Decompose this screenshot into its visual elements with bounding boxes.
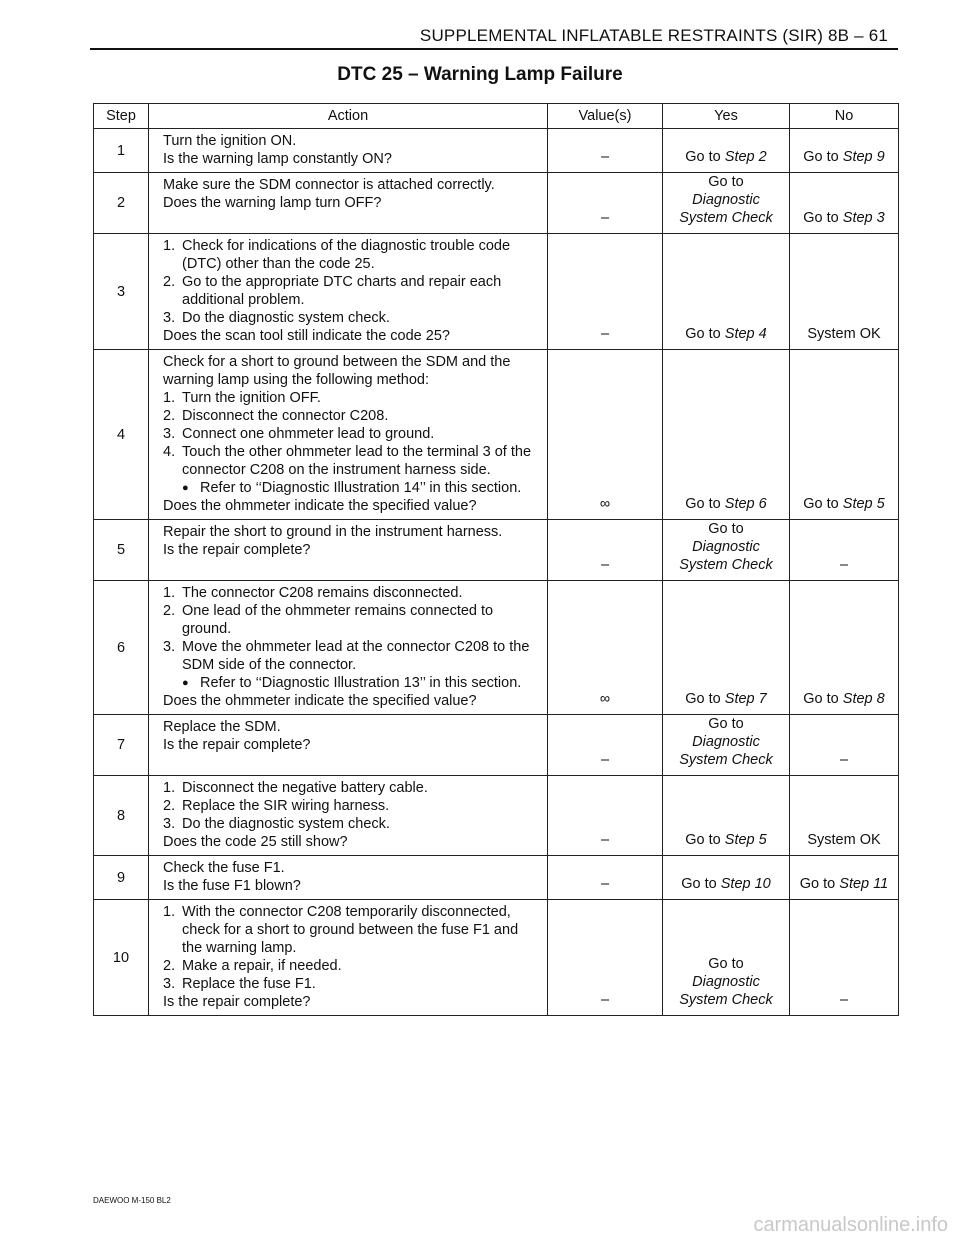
yes-result (663, 776, 790, 856)
value-cell: – (548, 715, 663, 776)
result-prefix: Go to (708, 956, 744, 972)
numbered-item (163, 638, 541, 674)
numbered-item (163, 975, 541, 993)
result-target: Diagnostic (692, 192, 760, 208)
step-number: 10 (94, 900, 149, 1016)
result-target: Step 5 (842, 496, 885, 512)
action-cell (149, 129, 548, 173)
table-row (94, 173, 899, 234)
step-number: 4 (94, 350, 149, 520)
item-number: 1. (163, 780, 176, 796)
table-row (94, 129, 899, 173)
yes-result (663, 350, 790, 520)
numbered-item (163, 425, 541, 443)
item-number: 1. (163, 904, 176, 920)
numbered-item (163, 443, 541, 479)
table-header-row (94, 104, 899, 129)
item-text: One lead of the ohmmeter remains connected to ground. (182, 603, 494, 637)
step-number: 9 (94, 856, 149, 900)
numbered-item (163, 815, 541, 833)
footer-doc-code: DAEWOO M-150 BL2 (93, 1196, 171, 1205)
no-result (790, 173, 899, 234)
no-result (790, 856, 899, 900)
item-text: The connector C208 remains disconnected. (182, 585, 463, 601)
result-target: Step 7 (724, 691, 767, 707)
item-text: Disconnect the negative battery cable. (182, 780, 428, 796)
table-row (94, 856, 899, 900)
result-target: Diagnostic (692, 734, 760, 750)
item-number: 2. (163, 958, 176, 974)
step-number: 5 (94, 520, 149, 581)
action-text: Make sure the SDM connector is attached correctly. (163, 177, 495, 193)
table-body (94, 129, 899, 1016)
step-number: 1 (94, 129, 149, 173)
item-number: 1. (163, 390, 176, 406)
yes-result (663, 581, 790, 715)
item-text: Refer to ‘‘Diagnostic Illustration 14’’ in this section. (200, 480, 522, 496)
numbered-item (163, 407, 541, 425)
action-text: Repair the short to ground in the instrument harness. (163, 524, 503, 540)
result-prefix: Go to (681, 876, 721, 892)
result-target: Step 5 (724, 832, 767, 848)
action-cell (149, 520, 548, 581)
page-header (90, 26, 898, 50)
result-target: System Check (679, 210, 773, 226)
yes-result (663, 173, 790, 234)
item-text: Refer to ‘‘Diagnostic Illustration 13’’ in this section. (200, 675, 522, 691)
result-target: Step 10 (720, 876, 771, 892)
no-result (790, 350, 899, 520)
no-result (790, 581, 899, 715)
no-result (790, 900, 899, 1016)
result-prefix: Go to (708, 716, 744, 732)
result-prefix: System OK (807, 326, 881, 342)
yes-result (663, 900, 790, 1016)
result-prefix: Go to (803, 149, 843, 165)
column-header-yes: Yes (663, 104, 790, 129)
no-result (790, 129, 899, 173)
result-target: System Check (679, 752, 773, 768)
section-title: SUPPLEMENTAL INFLATABLE RESTRAINTS (SIR) 8B – 61 (419, 26, 888, 45)
item-text: Do the diagnostic system check. (182, 816, 390, 832)
result-target: Step 2 (724, 149, 767, 165)
table-row (94, 350, 899, 520)
result-prefix: System OK (807, 832, 881, 848)
action-text: Is the repair complete? (163, 737, 311, 753)
action-text: Check the fuse F1. (163, 860, 285, 876)
item-text: With the connector C208 temporarily disconnected, check for a short to ground between the fuse F1 and the warning lamp. (182, 904, 519, 956)
item-number: 2. (163, 603, 176, 619)
result-prefix: – (839, 752, 849, 768)
result-target: Step 6 (724, 496, 767, 512)
column-header-values: Value(s) (548, 104, 663, 129)
step-number: 3 (94, 234, 149, 350)
numbered-item (163, 584, 541, 602)
item-text: Touch the other ohmmeter lead to the terminal 3 of the connector C208 on the instrument harness side. (182, 444, 532, 478)
action-cell (149, 234, 548, 350)
action-cell (149, 173, 548, 234)
result-prefix: Go to (708, 174, 744, 190)
numbered-item (163, 779, 541, 797)
column-header-action: Action (149, 104, 548, 129)
result-target: Step 8 (842, 691, 885, 707)
numbered-item (163, 602, 541, 638)
item-number: 3. (163, 426, 176, 442)
value-cell: – (548, 776, 663, 856)
numbered-item (163, 797, 541, 815)
item-number: 3. (163, 639, 176, 655)
value-cell: – (548, 856, 663, 900)
numbered-item (163, 309, 541, 327)
result-target: Step 9 (842, 149, 885, 165)
item-text: Turn the ignition OFF. (182, 390, 321, 406)
result-prefix: Go to (803, 691, 843, 707)
action-text: Does the ohmmeter indicate the specified value? (163, 693, 477, 709)
result-target: Step 11 (839, 876, 889, 892)
result-prefix: Go to (685, 149, 725, 165)
result-target: Step 4 (724, 326, 767, 342)
table-row (94, 776, 899, 856)
column-header-step: Step (94, 104, 149, 129)
item-text: Replace the SIR wiring harness. (182, 798, 390, 814)
result-prefix: Go to (708, 521, 744, 537)
result-prefix: – (839, 992, 849, 1008)
table-row (94, 234, 899, 350)
action-cell (149, 715, 548, 776)
result-prefix: Go to (803, 496, 843, 512)
watermark: carmanualsonline.info (753, 1214, 948, 1236)
numbered-item (163, 903, 541, 957)
numbered-item (163, 957, 541, 975)
result-target: Diagnostic (692, 974, 760, 990)
bullet-item (163, 479, 541, 497)
value-cell: – (548, 234, 663, 350)
yes-result (663, 856, 790, 900)
table-row (94, 715, 899, 776)
no-result (790, 520, 899, 581)
result-prefix: Go to (799, 876, 840, 892)
yes-result (663, 520, 790, 581)
step-number: 6 (94, 581, 149, 715)
action-text: Turn the ignition ON. (163, 133, 297, 149)
item-number: 1. (163, 238, 176, 254)
action-cell (149, 350, 548, 520)
value-cell: – (548, 173, 663, 234)
item-text: Disconnect the connector C208. (182, 408, 389, 424)
item-text: Go to the appropriate DTC charts and repair each additional problem. (182, 274, 502, 308)
numbered-item (163, 273, 541, 309)
item-text: Move the ohmmeter lead at the connector C208 to the SDM side of the connector. (182, 639, 530, 673)
yes-result (663, 129, 790, 173)
result-prefix: Go to (803, 210, 843, 226)
value-cell: ∞ (548, 350, 663, 520)
step-number: 2 (94, 173, 149, 234)
item-number: 4. (163, 444, 176, 460)
table-row (94, 900, 899, 1016)
item-number: 3. (163, 816, 176, 832)
numbered-item (163, 389, 541, 407)
result-prefix: Go to (685, 496, 725, 512)
bullet-icon: ● (182, 482, 189, 494)
bullet-item (163, 674, 541, 692)
result-target: System Check (679, 557, 773, 573)
value-cell: – (548, 900, 663, 1016)
item-number: 2. (163, 798, 176, 814)
result-target: Step 3 (842, 210, 885, 226)
result-target: System Check (679, 992, 773, 1008)
action-cell (149, 776, 548, 856)
action-text: Does the ohmmeter indicate the specified value? (163, 498, 477, 514)
value-cell: ∞ (548, 581, 663, 715)
result-prefix: – (839, 557, 849, 573)
item-text: Replace the fuse F1. (182, 976, 316, 992)
no-result (790, 776, 899, 856)
step-number: 8 (94, 776, 149, 856)
item-text: Do the diagnostic system check. (182, 310, 390, 326)
action-cell (149, 900, 548, 1016)
result-prefix: Go to (685, 832, 725, 848)
diagnostic-table (93, 103, 899, 1016)
item-number: 1. (163, 585, 176, 601)
step-number: 7 (94, 715, 149, 776)
value-cell: – (548, 129, 663, 173)
yes-result (663, 715, 790, 776)
result-prefix: Go to (685, 326, 725, 342)
item-number: 2. (163, 274, 176, 290)
action-text: Check for a short to ground between the SDM and the warning lamp using the following method: (163, 354, 511, 388)
action-text: Replace the SDM. (163, 719, 281, 735)
item-number: 2. (163, 408, 176, 424)
numbered-item (163, 237, 541, 273)
yes-result (663, 234, 790, 350)
table-row (94, 520, 899, 581)
action-cell (149, 581, 548, 715)
result-target: Diagnostic (692, 539, 760, 555)
item-number: 3. (163, 310, 176, 326)
result-prefix: Go to (685, 691, 725, 707)
table-row (94, 581, 899, 715)
value-cell: – (548, 520, 663, 581)
action-text: Does the code 25 still show? (163, 834, 348, 850)
action-text: Is the warning lamp constantly ON? (163, 151, 392, 167)
item-text: Connect one ohmmeter lead to ground. (182, 426, 435, 442)
action-text: Is the repair complete? (163, 542, 311, 558)
column-header-no: No (790, 104, 899, 129)
no-result (790, 234, 899, 350)
action-text: Is the fuse F1 blown? (163, 878, 301, 894)
action-cell (149, 856, 548, 900)
item-text: Check for indications of the diagnostic trouble code (DTC) other than the code 25. (182, 238, 511, 272)
item-number: 3. (163, 976, 176, 992)
page-title: DTC 25 – Warning Lamp Failure (337, 64, 623, 85)
action-text: Is the repair complete? (163, 994, 311, 1010)
bullet-icon: ● (182, 677, 189, 689)
no-result (790, 715, 899, 776)
action-text: Does the scan tool still indicate the code 25? (163, 328, 450, 344)
action-text: Does the warning lamp turn OFF? (163, 195, 382, 211)
item-text: Make a repair, if needed. (182, 958, 342, 974)
